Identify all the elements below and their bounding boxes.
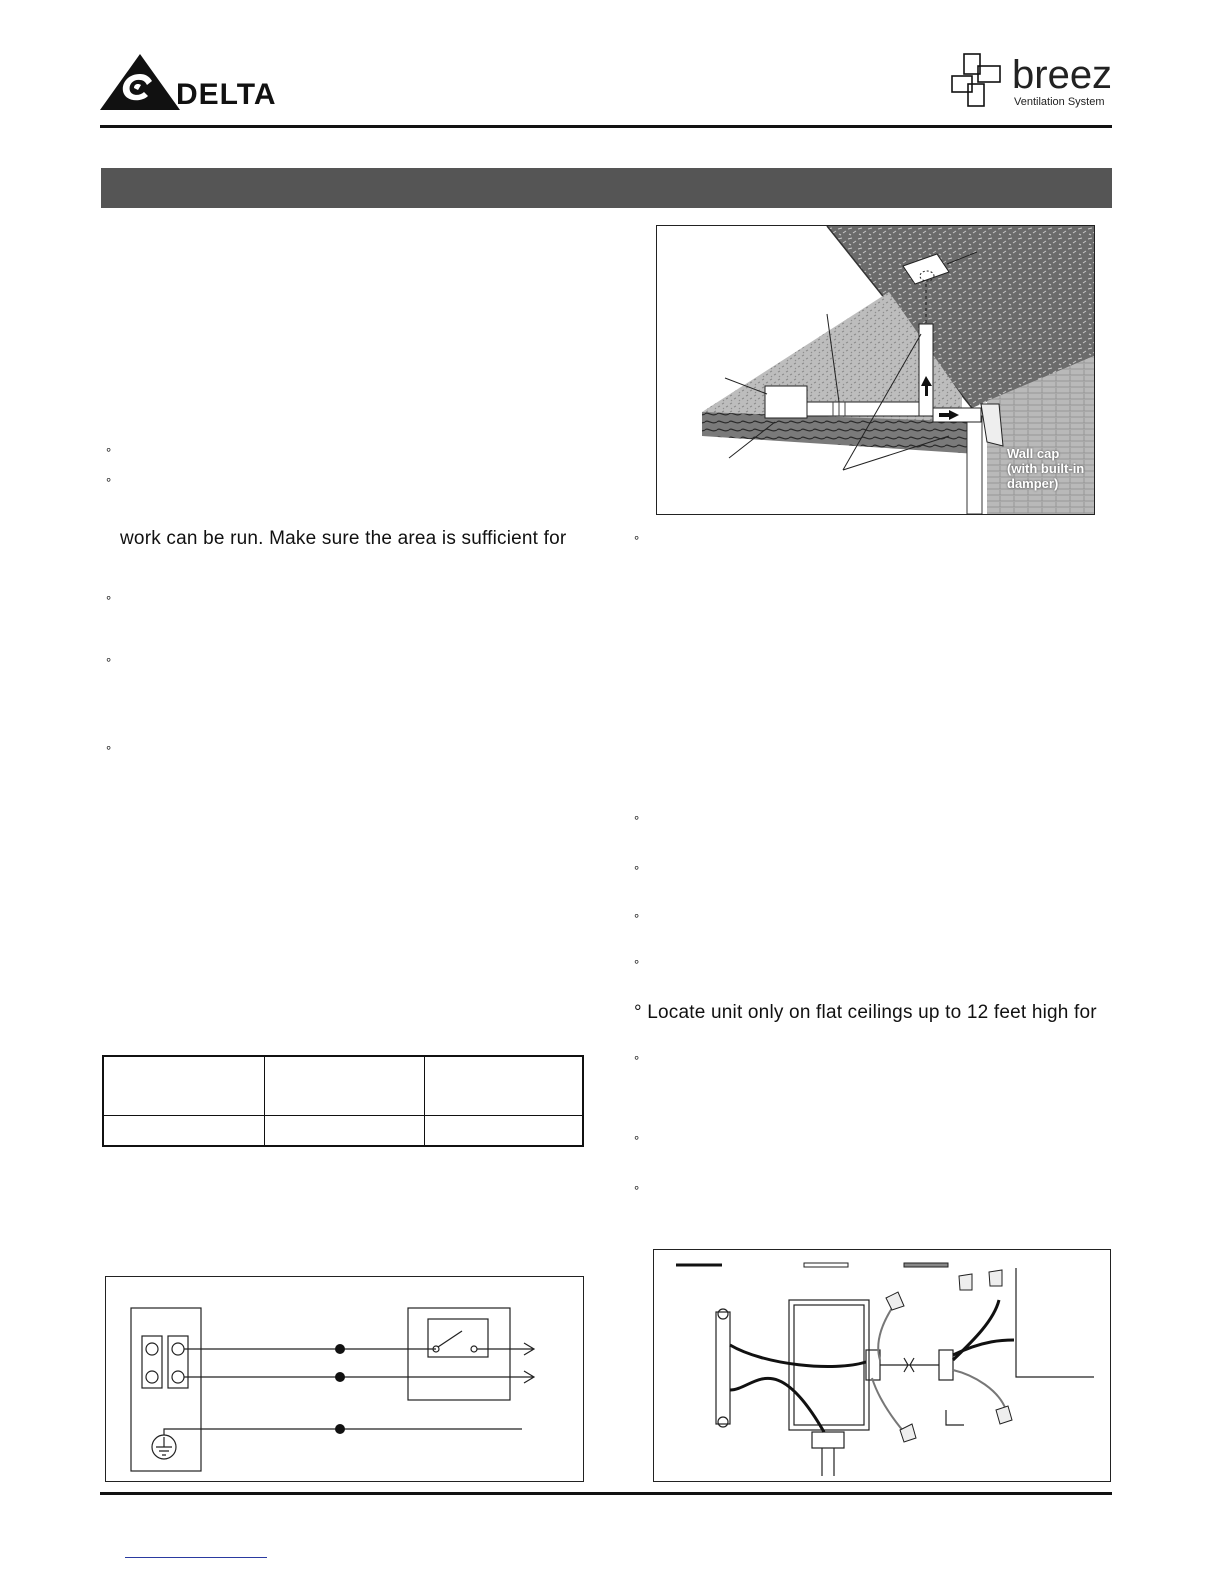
section-banner xyxy=(101,168,1112,208)
footer-rule xyxy=(100,1492,1112,1495)
left-bullet-4: ° xyxy=(106,655,112,670)
spec-cell-h1 xyxy=(104,1057,265,1115)
breez-subtitle: Ventilation System xyxy=(1014,96,1105,108)
spec-cell-r2 xyxy=(264,1116,425,1145)
delta-logo xyxy=(100,52,290,112)
right-bullet-3: ° xyxy=(634,863,640,878)
right-bullet-2: ° xyxy=(634,813,640,828)
breez-logo xyxy=(950,52,1115,110)
right-bullet-7: ° xyxy=(634,1133,640,1148)
wall-cap-label: Wall cap (with built-in damper) xyxy=(1007,446,1085,491)
spec-cell-h3 xyxy=(425,1057,582,1115)
footer-link-underline[interactable] xyxy=(125,1557,267,1558)
wiring-schematic xyxy=(105,1276,584,1482)
right-bullet-6: ° xyxy=(634,1053,640,1068)
spec-cell-r1 xyxy=(104,1116,265,1145)
header-rule xyxy=(100,125,1112,128)
right-bullet-8: ° xyxy=(634,1183,640,1198)
left-paragraph-line: work can be run. Make sure the area is sufficient for xyxy=(120,528,567,549)
spec-cell-h2 xyxy=(264,1057,425,1115)
left-bullet-5: ° xyxy=(106,743,112,758)
left-bullet-2: ° xyxy=(106,475,112,490)
right-bullet-4: ° xyxy=(634,911,640,926)
delta-wordmark: DELTA xyxy=(176,78,277,111)
wiring-illustration xyxy=(653,1249,1111,1482)
right-paragraph-line: ° Locate unit only on flat ceilings up to 12 feet high for xyxy=(634,1002,1097,1023)
right-bullet-5: ° xyxy=(634,957,640,972)
right-bullet-1: ° xyxy=(634,533,640,548)
breez-wordmark: breez xyxy=(1012,53,1113,97)
left-bullet-3: ° xyxy=(106,593,112,608)
installation-figure xyxy=(656,225,1095,515)
spec-table xyxy=(102,1055,584,1147)
left-bullet-1: ° xyxy=(106,445,112,460)
